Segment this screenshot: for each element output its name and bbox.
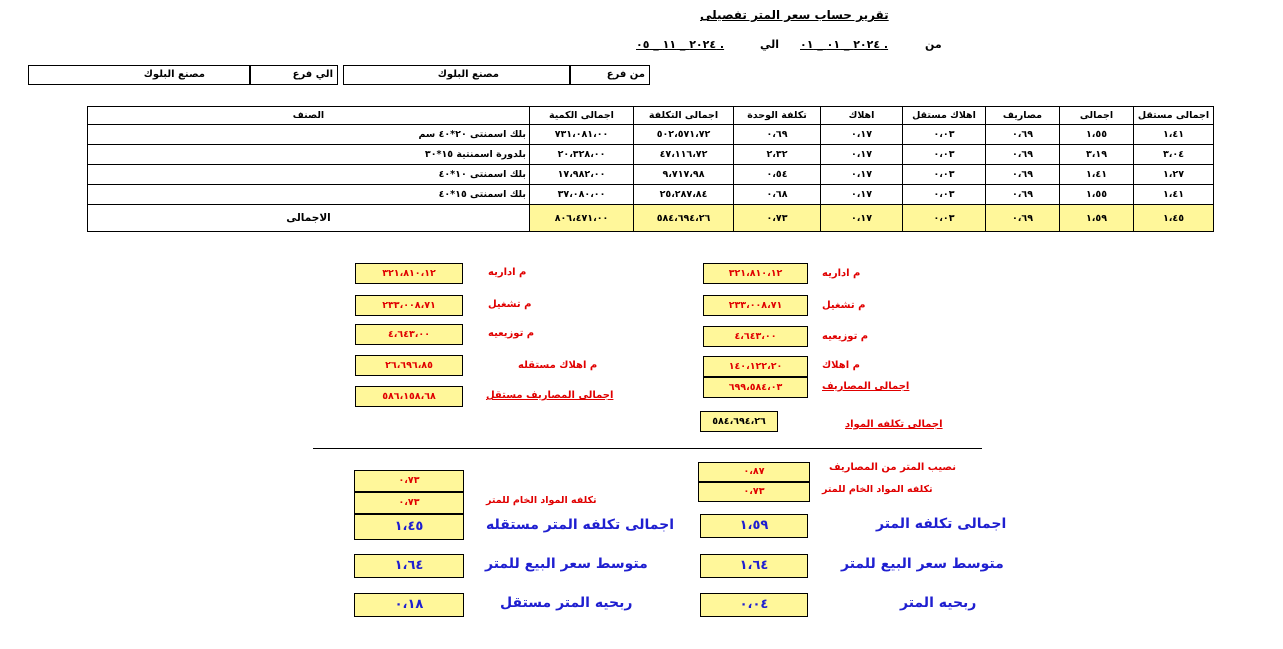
- to-branch-value[interactable]: مصنع البلوك: [28, 65, 250, 85]
- right-distribution-expense-label: م توزيعيه: [822, 331, 869, 342]
- section-divider: [313, 448, 982, 449]
- right-admin-expense-value: ٣٢١،٨١٠،١٢: [703, 263, 808, 284]
- cell-depreciation: ٠،١٧: [821, 185, 903, 205]
- total-total: ١،٥٩: [1060, 205, 1134, 232]
- left-distribution-expense-label: م توزيعيه: [488, 328, 535, 339]
- table-header-row: [88, 107, 1214, 125]
- cell-independent-depreciation: ٠،٠٣: [903, 165, 986, 185]
- right-meter-profit-label: ربحيه المتر: [900, 595, 977, 611]
- cell-cost: ٥٠٢،٥٧١،٧٢: [634, 125, 734, 145]
- total-independent-depreciation: ٠،٠٣: [903, 205, 986, 232]
- to-branch-label: الي فرع: [250, 65, 338, 85]
- left-distribution-expense-value: ٤،٦٤٣،٠٠: [355, 324, 463, 345]
- left-admin-expense-label: م اداريه: [488, 267, 527, 278]
- cell-total: ١،٥٥: [1060, 125, 1134, 145]
- left-operating-expense-label: م تشغيل: [488, 299, 532, 310]
- cell-unit-cost: ٠،٦٨: [734, 185, 821, 205]
- table-row: [88, 185, 1214, 205]
- report-title: تقرير حساب سعر المتر تفصيلى: [700, 8, 889, 22]
- left-operating-expense-value: ٢٣٣،٠٠٨،٧١: [355, 295, 463, 316]
- cell-qty: ١٧،٩٨٢،٠٠: [530, 165, 634, 185]
- header-item: الصنف: [88, 107, 530, 125]
- cell-expenses: ٠،٦٩: [986, 145, 1060, 165]
- left-total-expenses-label: اجمالى المصاريف مستقل: [486, 390, 614, 401]
- cell-independent-total: ١،٢٧: [1134, 165, 1214, 185]
- left-admin-expense-value: ٣٢١،٨١٠،١٢: [355, 263, 463, 284]
- from-label: من: [925, 38, 942, 51]
- right-raw-material-value: ٠،٧٣: [698, 482, 810, 502]
- left-meter-cost-value: ١،٤٥: [354, 514, 464, 540]
- cell-cost: ٤٧،١١٦،٧٢: [634, 145, 734, 165]
- cell-independent-total: ١،٤١: [1134, 185, 1214, 205]
- right-admin-expense-label: م اداريه: [822, 268, 861, 279]
- right-meter-cost-label: اجمالى تكلفه المتر: [876, 516, 1007, 532]
- right-share-value: ٠،٨٧: [698, 462, 810, 482]
- table-row: [88, 125, 1214, 145]
- cell-independent-depreciation: ٠،٠٣: [903, 125, 986, 145]
- cell-expenses: ٠،٦٩: [986, 165, 1060, 185]
- cell-total: ١،٥٥: [1060, 185, 1134, 205]
- header-total-cost: اجمالى التكلفة: [634, 107, 734, 125]
- table-row: [88, 165, 1214, 185]
- materials-cost-label: اجمالى تكلفه المواد: [845, 419, 943, 430]
- cell-unit-cost: ٢،٣٢: [734, 145, 821, 165]
- total-independent-total: ١،٤٥: [1134, 205, 1214, 232]
- cell-total: ٣،١٩: [1060, 145, 1134, 165]
- header-expenses: مصاريف: [986, 107, 1060, 125]
- total-expenses: ٠،٦٩: [986, 205, 1060, 232]
- from-branch-label: من فرع: [570, 65, 650, 85]
- left-share-value: ٠،٧٣: [354, 470, 464, 492]
- left-raw-material-value: ٠،٧٣: [354, 492, 464, 514]
- cell-expenses: ٠،٦٩: [986, 125, 1060, 145]
- cell-cost: ٢٥،٢٨٧،٨٤: [634, 185, 734, 205]
- cell-item: بلدورة اسمنتية ١٥*٣٠: [88, 145, 530, 165]
- right-operating-expense-label: م تشغيل: [822, 300, 866, 311]
- cell-item: بلك اسمنتى ١٠*٤٠: [88, 165, 530, 185]
- total-depreciation: ٠،١٧: [821, 205, 903, 232]
- left-raw-material-label: تكلفه المواد الخام للمتر: [486, 495, 597, 506]
- cell-unit-cost: ٠،٦٩: [734, 125, 821, 145]
- right-share-label: نصيب المتر من المصاريف: [829, 462, 957, 473]
- right-operating-expense-value: ٢٣٣،٠٠٨،٧١: [703, 295, 808, 316]
- cell-independent-depreciation: ٠،٠٣: [903, 145, 986, 165]
- right-avg-price-label: متوسط سعر البيع للمتر: [841, 556, 1004, 572]
- right-depreciation-expense-label: م اهلاك: [822, 360, 860, 371]
- left-meter-cost-label: اجمالى تكلفه المتر مستقله: [486, 517, 675, 533]
- header-unit-cost: تكلفة الوحدة: [734, 107, 821, 125]
- total-unit-cost: ٠،٧٣: [734, 205, 821, 232]
- right-meter-cost-value: ١،٥٩: [700, 514, 808, 538]
- header-depreciation: اهلاك: [821, 107, 903, 125]
- left-total-expenses-value: ٥٨٦،١٥٨،٦٨: [355, 386, 463, 407]
- cell-item: بلك اسمنتى ١٥*٤٠: [88, 185, 530, 205]
- cell-unit-cost: ٠،٥٤: [734, 165, 821, 185]
- right-raw-material-label: تكلفه المواد الخام للمتر: [822, 484, 933, 495]
- right-avg-price-value: ١،٦٤: [700, 554, 808, 578]
- right-total-expenses-value: ٦٩٩،٥٨٤،٠٣: [703, 377, 808, 398]
- right-depreciation-expense-value: ١٤٠،١٢٢،٢٠: [703, 356, 808, 377]
- cell-qty: ٧٣١،٠٨١،٠٠: [530, 125, 634, 145]
- total-qty: ٨٠٦،٤٧١،٠٠: [530, 205, 634, 232]
- from-branch-value[interactable]: مصنع البلوك: [343, 65, 570, 85]
- items-table: [87, 106, 1214, 232]
- left-meter-profit-value: ٠،١٨: [354, 593, 464, 617]
- cell-depreciation: ٠،١٧: [821, 145, 903, 165]
- table-total-row: [88, 205, 1214, 232]
- right-distribution-expense-value: ٤،٦٤٣،٠٠: [703, 326, 808, 347]
- cell-independent-total: ١،٤١: [1134, 125, 1214, 145]
- cell-depreciation: ٠،١٧: [821, 125, 903, 145]
- left-depreciation-expense-value: ٢٦،٦٩٦،٨٥: [355, 355, 463, 376]
- cell-cost: ٩،٧١٧،٩٨: [634, 165, 734, 185]
- cell-depreciation: ٠،١٧: [821, 165, 903, 185]
- header-total-qty: اجمالى الكمية: [530, 107, 634, 125]
- materials-cost-value: ٥٨٤،٦٩٤،٢٦: [700, 411, 778, 432]
- from-date: ٢٠٢٤ _ ٠١ _ ٠١ .: [800, 38, 889, 51]
- table-row: [88, 145, 1214, 165]
- cell-qty: ٢٠،٣٢٨،٠٠: [530, 145, 634, 165]
- cell-total: ١،٤١: [1060, 165, 1134, 185]
- to-date: ٢٠٢٤ _ ١١ _ ٠٥ .: [636, 38, 725, 51]
- header-independent-total: اجمالى مستقل: [1134, 107, 1214, 125]
- cell-item: بلك اسمنتى ٢٠*٤٠ سم: [88, 125, 530, 145]
- left-avg-price-value: ١،٦٤: [354, 554, 464, 578]
- cell-independent-depreciation: ٠،٠٣: [903, 185, 986, 205]
- left-avg-price-label: متوسط سعر البيع للمتر: [485, 556, 648, 572]
- total-label: الاجمالى: [88, 205, 530, 232]
- header-total: اجمالى: [1060, 107, 1134, 125]
- to-label: الي: [760, 38, 780, 51]
- header-independent-depreciation: اهلاك مستقل: [903, 107, 986, 125]
- left-depreciation-expense-label: م اهلاك مستقله: [518, 360, 598, 371]
- cell-qty: ٣٧،٠٨٠،٠٠: [530, 185, 634, 205]
- right-meter-profit-value: ٠،٠٤: [700, 593, 808, 617]
- left-meter-profit-label: ربحيه المتر مستقل: [500, 595, 633, 611]
- cell-expenses: ٠،٦٩: [986, 185, 1060, 205]
- cell-independent-total: ٣،٠٤: [1134, 145, 1214, 165]
- total-cost: ٥٨٤،٦٩٤،٢٦: [634, 205, 734, 232]
- right-total-expenses-label: اجمالى المصاريف: [822, 381, 910, 392]
